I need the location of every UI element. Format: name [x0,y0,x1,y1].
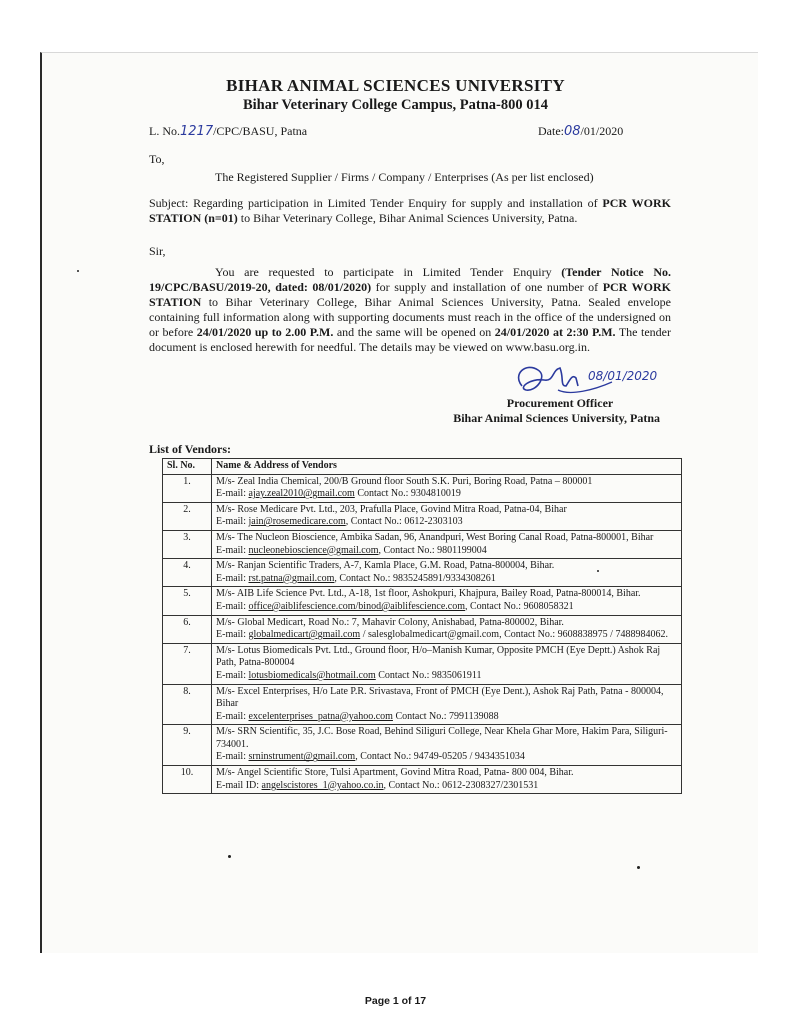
vendor-address: M/s- SRN Scientific, 35, J.C. Bose Road, Behind Siliguri College, Near Khela Ghar More, Hakim Para, Siliguri- 734001. [216,726,668,750]
vendor-cell [212,684,682,725]
vendor-contact [216,488,677,501]
vendor-email-label: E-mail: [216,572,249,584]
vendor-email-label: E-mail: [216,751,249,763]
table-row [163,474,682,502]
table-row [163,587,682,615]
vendor-address: M/s- Global Medicart, Road No.: 7, Mahavir Colony, Anishabad, Patna-800002, Bihar. [216,616,564,628]
vendor-email-label: E-mail: [216,488,249,500]
col-sl-no: Sl. No. [163,459,212,475]
university-name: BIHAR ANIMAL SCIENCES UNIVERSITY [226,76,565,95]
table-row [163,684,682,725]
vendor-phone: , Contact No.: 9835245891/9334308261 [334,572,496,584]
letter-number-handwritten: 1217 [180,124,214,139]
table-row [163,643,682,684]
scan-speck [77,270,79,272]
vendor-email-label: E-mail: [216,544,249,556]
vendor-cell [212,559,682,587]
scan-speck [228,855,231,858]
vendors-table-body [163,474,682,794]
vendor-sl-no: 3. [163,530,212,558]
subject-item: PCR WORK STATION (n=01) [149,196,672,225]
signature-date: 08/01/2020 [588,369,658,383]
vendor-phone: Contact No.: 7991139088 [392,710,499,722]
vendor-contact [216,780,677,793]
scan-speck [597,570,599,572]
subject-tail: to Bihar Veterinary College, Bihar Animal Sciences University, Patna. [237,211,578,225]
date-prefix: Date: [538,124,564,138]
vendor-email: rst.patna@gmail.com [248,572,335,584]
vendor-phone: Contact No.: 9304810019 [354,488,461,500]
date-suffix: /01/2020 [580,124,624,138]
vendor-phone: , Contact No.: 9608058321 [464,600,574,612]
vendor-email: ajay.zeal2010@gmail.com [248,488,355,500]
vendors-heading: List of Vendors: [149,442,232,456]
body-text-1: You are requested to participate in Limited Tender Enquiry [215,265,562,279]
vendor-cell [212,474,682,502]
vendor-cell [212,530,682,558]
vendor-contact [216,751,677,764]
vendor-email: nucleonebioscience@gmail.com [248,544,379,556]
vendor-sl-no: 2. [163,502,212,530]
vendor-email-label: E-mail: [216,669,249,681]
vendor-email: office@aiblifescience.com/binod@aiblifescience.com [248,600,465,612]
subject [149,196,671,226]
letter-number-suffix: /CPC/BASU, Patna [213,124,308,138]
body-text-5: The tender document is enclosed herewith for needful. The details may be viewed on www.basu.org.in. [149,325,672,354]
officer-organisation: Bihar Animal Sciences University, Patna [453,411,660,425]
vendor-contact [216,545,677,558]
vendor-email: lotusbiomedicals@hotmail.com [248,669,376,681]
vendor-email: srninstrument@gmail.com [248,751,356,763]
table-row [163,559,682,587]
campus-address: Bihar Veterinary College Campus, Patna-800 014 [242,97,549,113]
subject-text: Subject: Regarding participation in Limited Tender Enquiry for supply and installation of [149,196,603,210]
salutation: Sir, [149,244,166,258]
letter-number [149,124,307,139]
vendor-phone: Contact No.: 9835061911 [375,669,482,681]
vendor-email: angelscistores_1@yahoo.co.in [261,779,384,791]
vendor-sl-no: 1. [163,474,212,502]
body-item: PCR WORK STATION [149,280,672,309]
vendor-address: M/s- The Nucleon Bioscience, Ambika Sadan, 96, Anandpuri, West Boring Canal Road, Patna-800001, Bihar [216,531,654,543]
table-row [163,766,682,794]
vendor-sl-no: 5. [163,587,212,615]
letter-body [149,265,671,355]
vendor-sl-no: 8. [163,684,212,725]
vendor-sl-no: 4. [163,559,212,587]
vendor-cell [212,502,682,530]
vendor-address: M/s- Rose Medicare Pvt. Ltd., 203, Prafulla Place, Govind Mitra Road, Patna-04, Bihar [216,503,567,515]
to-line: To, [149,152,165,166]
vendor-cell [212,725,682,766]
vendor-email-label: E-mail: [216,629,249,641]
vendor-contact [216,711,677,724]
vendor-address: M/s- Angel Scientific Store, Tulsi Apartment, Govind Mitra Road, Patna- 800 004, Bihar. [216,767,574,779]
vendor-sl-no: 6. [163,615,212,643]
vendor-address: M/s- Zeal India Chemical, 200/B Ground floor South S.K. Puri, Boring Road, Patna – 800001 [216,475,593,487]
vendor-contact [216,601,677,614]
vendor-email-label: E-mail: [216,516,249,528]
table-row [163,530,682,558]
vendor-email: globalmedicart@gmail.com [248,629,361,641]
vendor-email: excelenterprises_patna@yahoo.com [248,710,393,722]
vendor-phone: / salesglobalmedicart@gmail.com, Contact No.: 9608838975 / 7488984062. [360,629,668,641]
vendor-cell [212,587,682,615]
body-deadline: 24/01/2020 up to 2.00 P.M. [196,325,334,339]
vendor-contact [216,516,677,529]
vendor-phone: , Contact No.: 9801199004 [378,544,487,556]
body-opening-time: 24/01/2020 at 2:30 P.M. [494,325,616,339]
body-tender-notice: (Tender Notice No. 19/CPC/BASU/2019-20, dated: 08/01/2020) [149,265,671,294]
col-vendor-name: Name & Address of Vendors [212,459,682,475]
vendor-contact [216,573,677,586]
letter-date [538,124,623,139]
vendor-phone: , Contact No.: 94749-05205 / 9434351034 [355,751,525,763]
page-number: Page 1 of 17 [364,995,427,1007]
vendor-cell [212,766,682,794]
vendor-cell [212,615,682,643]
vendor-email-label: E-mail ID: [216,779,262,791]
vendor-email: jain@rosemedicare.com [248,516,346,528]
table-header-row [163,459,682,475]
scan-speck [637,866,640,869]
vendor-address: M/s- Excel Enterprises, H/o Late P.R. Srivastava, Front of PMCH (Eye Dent.), Ashok Raj Path, Patna - 800004, Bihar [216,685,664,710]
addressee: The Registered Supplier / Firms / Company / Enterprises (As per list enclosed) [215,170,594,184]
vendor-sl-no: 10. [163,766,212,794]
vendor-contact [216,670,677,683]
vendor-contact [216,629,677,642]
vendor-sl-no: 9. [163,725,212,766]
vendor-sl-no: 7. [163,643,212,684]
table-row [163,725,682,766]
vendor-phone: , Contact No.: 0612-2303103 [345,516,463,528]
body-text-2: for supply and installation of one number of [371,280,603,294]
table-row [163,502,682,530]
letter-number-prefix: L. No. [149,124,180,138]
body-text-4: and the same will be opened on [333,325,495,339]
vendor-address: M/s- AIB Life Science Pvt. Ltd., A-18, 1st floor, Ashokpuri, Khajpura, Bailey Road, Patna-800014, Bihar. [216,588,641,600]
vendor-address: M/s- Ranjan Scientific Traders, A-7, Kamla Place, G.M. Road, Patna-800004, Bihar. [216,560,555,572]
date-handwritten: 08 [564,124,581,139]
table-row [163,615,682,643]
officer-title: Procurement Officer [506,396,614,410]
vendor-phone: , Contact No.: 0612-2308327/2301531 [383,779,539,791]
vendors-table [162,458,682,794]
vendor-email-label: E-mail: [216,710,249,722]
vendor-address: M/s- Lotus Biomedicals Pvt. Ltd., Ground floor, H/o–Manish Kumar, Opposite PMCH (Eye Deptt.) Ashok Raj Path, Patna-800004 [216,644,661,669]
vendor-cell [212,643,682,684]
body-text-3: to Bihar Veterinary College, Bihar Animal Sciences University, Patna. Sealed envelope containing full information along with supporting documents must reach in the office of the undersigned on or before [149,295,671,339]
vendor-email-label: E-mail: [216,600,249,612]
